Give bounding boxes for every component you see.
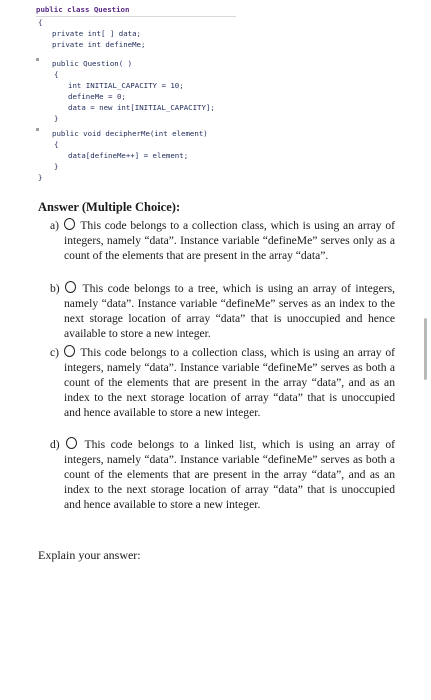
option-d-body bbox=[50, 437, 395, 513]
option-d-label: d) bbox=[50, 438, 60, 451]
option-c-label: c) bbox=[50, 346, 60, 359]
option-c-text: This code belongs to a collection class, which is using an array of integers, namely “data”. Instance variable “defineMe” serves as both a count of the elements that are present in the array “data”, and as an index to the next storage location of array “data” that is unoccupied and hence available to store a new integer. bbox=[64, 346, 395, 419]
code-line: } bbox=[54, 162, 59, 171]
code-line: public class Question bbox=[36, 5, 130, 14]
code-line: data = new int[INITIAL_CAPACITY]; bbox=[68, 103, 215, 112]
fold-marker-icon bbox=[36, 58, 39, 61]
answer-heading: Answer (Multiple Choice): bbox=[38, 200, 181, 214]
option-a-body bbox=[50, 218, 395, 264]
code-line: { bbox=[38, 18, 43, 27]
radio-icon[interactable] bbox=[64, 218, 75, 230]
option-b[interactable] bbox=[50, 281, 395, 342]
code-line: defineMe = 0; bbox=[68, 92, 126, 101]
code-line: data[defineMe++] = element; bbox=[68, 151, 189, 160]
option-a-label: a) bbox=[50, 219, 60, 232]
radio-icon[interactable] bbox=[64, 345, 75, 357]
option-a[interactable] bbox=[50, 218, 395, 264]
code-line: private int[ ] data; bbox=[52, 29, 141, 38]
option-a-text: This code belongs to a collection class, which is using an array of integers, namely “data”. Instance variable “defineMe” serves only as a count of the elements that are present in the array “data”. bbox=[64, 219, 395, 262]
code-line: } bbox=[38, 173, 43, 182]
radio-icon[interactable] bbox=[66, 437, 77, 449]
code-line: public Question( ) bbox=[52, 59, 133, 68]
code-line: public void decipherMe(int element) bbox=[52, 129, 208, 138]
option-d[interactable] bbox=[50, 437, 395, 513]
option-b-text: This code belongs to a tree, which is using an array of integers, namely “data”. Instance variable “defineMe” serves as an index to the next storage location of array “data” that is unoccupied and hence available to store a new integer. bbox=[64, 282, 395, 340]
scrollbar-thumb[interactable] bbox=[424, 318, 427, 380]
code-line: { bbox=[54, 70, 59, 79]
code-line: private int defineMe; bbox=[52, 40, 146, 49]
fold-marker-icon bbox=[36, 128, 39, 131]
option-b-body bbox=[50, 281, 395, 342]
explain-prompt: Explain your answer: bbox=[38, 548, 141, 562]
option-c[interactable] bbox=[50, 345, 395, 421]
code-line: } bbox=[54, 114, 59, 123]
option-d-text: This code belongs to a linked list, which is using an array of integers, namely “data”. Instance variable “defineMe” serves as both a count of the elements that are present in the array “data”, and as an index to the next storage location of array “data” that is unoccupied and hence available to store a new integer. bbox=[64, 438, 395, 511]
code-line: int INITIAL_CAPACITY = 10; bbox=[68, 81, 184, 90]
option-b-label: b) bbox=[50, 282, 60, 295]
option-c-body bbox=[50, 345, 395, 421]
code-line: { bbox=[54, 140, 59, 149]
radio-icon[interactable] bbox=[65, 281, 76, 293]
code-divider bbox=[36, 16, 236, 17]
